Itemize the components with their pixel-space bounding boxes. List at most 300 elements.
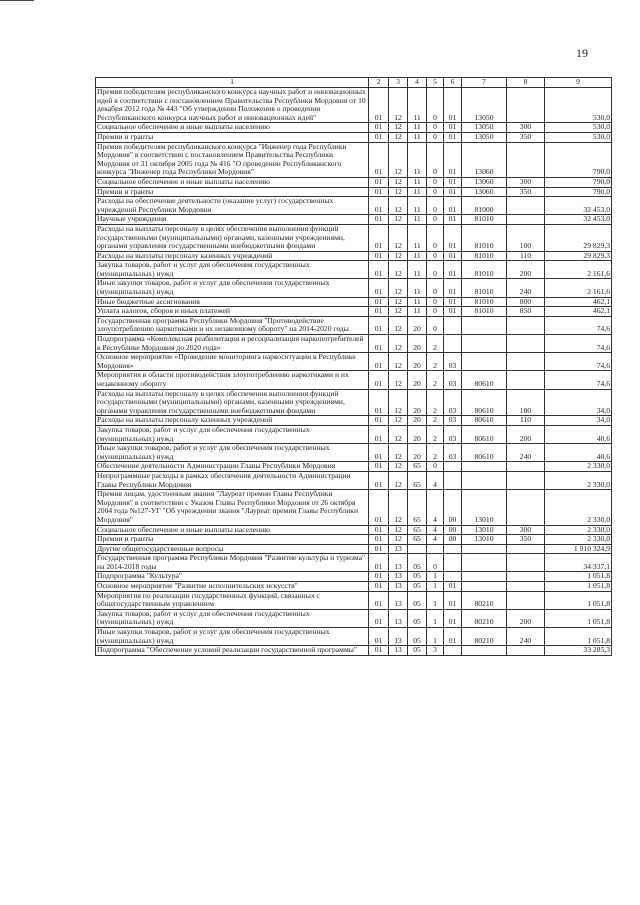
- direction-code-cell: 13010: [462, 525, 507, 535]
- table-row: [96, 88, 612, 123]
- gp-code-cell: 01: [369, 444, 389, 462]
- program-code-cell: 20: [408, 416, 427, 426]
- section-code-cell: 12: [389, 444, 408, 462]
- header-cell: 1: [96, 78, 369, 88]
- direction-code-cell: 13050: [462, 123, 507, 133]
- event-code-cell: [444, 554, 462, 572]
- program-code-cell: 65: [408, 471, 427, 489]
- header-cell: 8: [507, 78, 545, 88]
- amount-cell: 530,0: [545, 88, 612, 123]
- program-code-cell: 11: [408, 197, 427, 215]
- gp-code-cell: 01: [369, 197, 389, 215]
- section-code-cell: 12: [389, 307, 408, 317]
- section-code-cell: 13: [389, 646, 408, 656]
- program-code-cell: 05: [408, 572, 427, 582]
- subprogram-code-cell: 2: [427, 389, 444, 416]
- event-code-cell: 01: [444, 628, 462, 646]
- subprogram-code-cell: 0: [427, 142, 444, 177]
- subprogram-code-cell: 4: [427, 525, 444, 535]
- table-row: [96, 197, 612, 215]
- subprogram-code-cell: 0: [427, 251, 444, 261]
- section-code-cell: 12: [389, 123, 408, 133]
- table-row: [96, 525, 612, 535]
- expense-type-cell: [507, 582, 545, 592]
- section-code-cell: 12: [389, 197, 408, 215]
- table-row: [96, 307, 612, 317]
- section-code-cell: 12: [389, 525, 408, 535]
- subprogram-code-cell: 0: [427, 307, 444, 317]
- direction-code-cell: 13060: [462, 142, 507, 177]
- expense-name-cell: Расходы на обеспечение деятельности (оказание услуг) государственных учреждений Республики Мордовия: [96, 197, 369, 215]
- program-code-cell: [408, 544, 427, 554]
- expense-name-cell: Закупка товаров, работ и услуг для обеспечения государственных (муниципальных) нужд: [96, 425, 369, 443]
- section-code-cell: 12: [389, 353, 408, 371]
- subprogram-code-cell: 2: [427, 444, 444, 462]
- direction-code-cell: 13060: [462, 177, 507, 187]
- program-code-cell: 05: [408, 609, 427, 627]
- table-row: [96, 646, 612, 656]
- expense-name-cell: Подпрограмма "Культура": [96, 572, 369, 582]
- table-row: [96, 371, 612, 389]
- event-code-cell: [444, 572, 462, 582]
- gp-code-cell: 01: [369, 297, 389, 307]
- direction-code-cell: [462, 353, 507, 371]
- direction-code-cell: 81000: [462, 197, 507, 215]
- direction-code-cell: 80610: [462, 444, 507, 462]
- direction-code-cell: 13060: [462, 187, 507, 197]
- expense-type-cell: 240: [507, 628, 545, 646]
- amount-cell: 790,0: [545, 177, 612, 187]
- section-code-cell: 12: [389, 279, 408, 297]
- gp-code-cell: 01: [369, 88, 389, 123]
- expense-type-cell: [507, 591, 545, 609]
- event-code-cell: [444, 335, 462, 353]
- expense-name-cell: Социальное обеспечение и иные выплаты населению: [96, 525, 369, 535]
- expense-type-cell: 300: [507, 525, 545, 535]
- subprogram-code-cell: 0: [427, 279, 444, 297]
- table-row: [96, 142, 612, 177]
- amount-cell: 2 330,0: [545, 490, 612, 525]
- amount-cell: 74,6: [545, 335, 612, 353]
- subprogram-code-cell: 4: [427, 471, 444, 489]
- amount-cell: 2 330,0: [545, 471, 612, 489]
- event-code-cell: 01: [444, 197, 462, 215]
- subprogram-code-cell: 0: [427, 123, 444, 133]
- subprogram-code-cell: 2: [427, 335, 444, 353]
- table-row: [96, 609, 612, 627]
- expense-type-cell: 350: [507, 132, 545, 142]
- expense-type-cell: 200: [507, 425, 545, 443]
- direction-code-cell: 81010: [462, 215, 507, 225]
- event-code-cell: 01: [444, 297, 462, 307]
- event-code-cell: 00: [444, 535, 462, 545]
- expense-type-cell: [507, 316, 545, 334]
- section-code-cell: 12: [389, 224, 408, 251]
- header-cell: 7: [462, 78, 507, 88]
- program-code-cell: 11: [408, 261, 427, 279]
- amount-cell: 462,1: [545, 307, 612, 317]
- gp-code-cell: 01: [369, 628, 389, 646]
- program-code-cell: 20: [408, 371, 427, 389]
- gp-code-cell: 01: [369, 582, 389, 592]
- table-header-row: [96, 78, 612, 88]
- section-code-cell: 12: [389, 177, 408, 187]
- event-code-cell: 00: [444, 525, 462, 535]
- event-code-cell: [444, 462, 462, 472]
- direction-code-cell: [462, 572, 507, 582]
- expense-name-cell: Премии и гранты: [96, 132, 369, 142]
- amount-cell: 34 337,1: [545, 554, 612, 572]
- table-row: [96, 572, 612, 582]
- direction-code-cell: 81010: [462, 297, 507, 307]
- gp-code-cell: 01: [369, 646, 389, 656]
- program-code-cell: 05: [408, 554, 427, 572]
- expense-type-cell: [507, 490, 545, 525]
- subprogram-code-cell: 2: [427, 353, 444, 371]
- program-code-cell: 20: [408, 335, 427, 353]
- program-code-cell: 05: [408, 646, 427, 656]
- gp-code-cell: 01: [369, 544, 389, 554]
- event-code-cell: 01: [444, 142, 462, 177]
- expense-type-cell: [507, 462, 545, 472]
- direction-code-cell: 81010: [462, 251, 507, 261]
- header-cell: 5: [427, 78, 444, 88]
- expense-type-cell: [507, 572, 545, 582]
- expense-name-cell: Иные бюджетные ассигнования: [96, 297, 369, 307]
- subprogram-code-cell: 3: [427, 646, 444, 656]
- expense-name-cell: Социальное обеспечение и иные выплаты населению: [96, 123, 369, 133]
- event-code-cell: 01: [444, 132, 462, 142]
- program-code-cell: 05: [408, 591, 427, 609]
- section-code-cell: 13: [389, 609, 408, 627]
- subprogram-code-cell: 0: [427, 197, 444, 215]
- subprogram-code-cell: 0: [427, 316, 444, 334]
- amount-cell: 790,0: [545, 142, 612, 177]
- amount-cell: 2 161,6: [545, 261, 612, 279]
- subprogram-code-cell: 1: [427, 582, 444, 592]
- expense-name-cell: Подпрограмма "Обеспечение условий реализации государственной программы": [96, 646, 369, 656]
- section-code-cell: 12: [389, 142, 408, 177]
- gp-code-cell: 01: [369, 525, 389, 535]
- table-row: [96, 444, 612, 462]
- expense-type-cell: [507, 646, 545, 656]
- gp-code-cell: 01: [369, 591, 389, 609]
- amount-cell: 2 330,0: [545, 535, 612, 545]
- expense-name-cell: Премии и гранты: [96, 187, 369, 197]
- table-row: [96, 279, 612, 297]
- expense-type-cell: 300: [507, 123, 545, 133]
- section-code-cell: 13: [389, 591, 408, 609]
- table-row: [96, 224, 612, 251]
- expense-name-cell: Мероприятия по реализации государственных функций, связанных с общегосударственным управлением: [96, 591, 369, 609]
- direction-code-cell: 80210: [462, 609, 507, 627]
- gp-code-cell: 01: [369, 389, 389, 416]
- section-code-cell: 12: [389, 389, 408, 416]
- event-code-cell: 03: [444, 353, 462, 371]
- table-row: [96, 554, 612, 572]
- expense-type-cell: 300: [507, 177, 545, 187]
- program-code-cell: 11: [408, 279, 427, 297]
- section-code-cell: 12: [389, 316, 408, 334]
- subprogram-code-cell: 4: [427, 535, 444, 545]
- expense-type-cell: [507, 353, 545, 371]
- direction-code-cell: 13010: [462, 490, 507, 525]
- gp-code-cell: 01: [369, 142, 389, 177]
- gp-code-cell: 01: [369, 462, 389, 472]
- direction-code-cell: [462, 471, 507, 489]
- gp-code-cell: 01: [369, 425, 389, 443]
- table-row: [96, 316, 612, 334]
- expense-name-cell: Обеспечение деятельности Администрации Главы Республики Мордовия: [96, 462, 369, 472]
- gp-code-cell: 01: [369, 177, 389, 187]
- expense-type-cell: 100: [507, 389, 545, 416]
- expense-name-cell: Расходы на выплаты персоналу казенных учреждений: [96, 416, 369, 426]
- page-number: 19: [576, 46, 588, 60]
- subprogram-code-cell: 2: [427, 416, 444, 426]
- expense-name-cell: Непрограммные расходы в рамках обеспечения деятельности Администрации Главы Республики Мордовия: [96, 471, 369, 489]
- amount-cell: 790,0: [545, 187, 612, 197]
- direction-code-cell: 81010: [462, 224, 507, 251]
- section-code-cell: 12: [389, 490, 408, 525]
- direction-code-cell: [462, 462, 507, 472]
- expense-type-cell: [507, 335, 545, 353]
- direction-code-cell: 80210: [462, 591, 507, 609]
- event-code-cell: 01: [444, 123, 462, 133]
- program-code-cell: 20: [408, 389, 427, 416]
- amount-cell: 74,6: [545, 371, 612, 389]
- event-code-cell: [444, 646, 462, 656]
- program-code-cell: 11: [408, 177, 427, 187]
- event-code-cell: 01: [444, 215, 462, 225]
- event-code-cell: 01: [444, 177, 462, 187]
- expense-type-cell: [507, 544, 545, 554]
- gp-code-cell: 01: [369, 471, 389, 489]
- subprogram-code-cell: 0: [427, 261, 444, 279]
- table-row: [96, 177, 612, 187]
- event-code-cell: 01: [444, 609, 462, 627]
- section-code-cell: 12: [389, 371, 408, 389]
- expense-type-cell: 110: [507, 251, 545, 261]
- expense-name-cell: Расходы на выплаты персоналу в целях обеспечения выполнения функций государственными (муниципальными) органами, казенными учреждениями, органами управления государственными внебюджетными фондами: [96, 224, 369, 251]
- table-row: [96, 416, 612, 426]
- expense-name-cell: Иные закупки товаров, работ и услуг для обеспечения государственных (муниципальных) нужд: [96, 279, 369, 297]
- amount-cell: 74,6: [545, 353, 612, 371]
- subprogram-code-cell: 2: [427, 371, 444, 389]
- subprogram-code-cell: 0: [427, 224, 444, 251]
- direction-code-cell: 80610: [462, 425, 507, 443]
- amount-cell: 530,0: [545, 123, 612, 133]
- expense-type-cell: [507, 197, 545, 215]
- program-code-cell: 11: [408, 187, 427, 197]
- expense-type-cell: 200: [507, 261, 545, 279]
- subprogram-code-cell: 2: [427, 425, 444, 443]
- table-row: [96, 215, 612, 225]
- expense-name-cell: Государственная программа Республики Мордовия "Противодействие злоупотреблению наркотиками и их незаконному обороту" на 2014-2020 годы: [96, 316, 369, 334]
- event-code-cell: 01: [444, 279, 462, 297]
- section-code-cell: 12: [389, 88, 408, 123]
- subprogram-code-cell: 0: [427, 88, 444, 123]
- program-code-cell: 11: [408, 307, 427, 317]
- table-row: [96, 132, 612, 142]
- program-code-cell: 11: [408, 142, 427, 177]
- event-code-cell: 01: [444, 307, 462, 317]
- expense-name-cell: Подпрограмма «Комплексная реабилитация и ресоциализация наркопотребителей в Республике Мордовия до 2020 года»: [96, 335, 369, 353]
- table-row: [96, 490, 612, 525]
- expense-name-cell: Расходы на выплаты персоналу в целях обеспечения выполнения функций государственными (муниципальными) органами, казенными учреждениями, органами управления государственными внебюджетными фондами: [96, 389, 369, 416]
- direction-code-cell: 80610: [462, 371, 507, 389]
- event-code-cell: 01: [444, 187, 462, 197]
- table-row: [96, 591, 612, 609]
- event-code-cell: [444, 471, 462, 489]
- expense-name-cell: Социальное обеспечение и иные выплаты населению: [96, 177, 369, 187]
- expense-type-cell: 240: [507, 279, 545, 297]
- gp-code-cell: 01: [369, 251, 389, 261]
- section-code-cell: 12: [389, 261, 408, 279]
- event-code-cell: [444, 544, 462, 554]
- subprogram-code-cell: [427, 544, 444, 554]
- expense-type-cell: 350: [507, 187, 545, 197]
- direction-code-cell: [462, 316, 507, 334]
- section-code-cell: 13: [389, 628, 408, 646]
- direction-code-cell: 13050: [462, 132, 507, 142]
- amount-cell: 1 051,8: [545, 582, 612, 592]
- table-row: [96, 425, 612, 443]
- section-code-cell: 12: [389, 462, 408, 472]
- gp-code-cell: 01: [369, 554, 389, 572]
- subprogram-code-cell: 1: [427, 572, 444, 582]
- event-code-cell: 03: [444, 371, 462, 389]
- expense-name-cell: Премии и гранты: [96, 535, 369, 545]
- gp-code-cell: 01: [369, 187, 389, 197]
- amount-cell: 32 453,0: [545, 197, 612, 215]
- direction-code-cell: 81010: [462, 279, 507, 297]
- program-code-cell: 65: [408, 462, 427, 472]
- amount-cell: 40,6: [545, 444, 612, 462]
- event-code-cell: 01: [444, 88, 462, 123]
- gp-code-cell: 01: [369, 123, 389, 133]
- direction-code-cell: 80210: [462, 628, 507, 646]
- event-code-cell: 00: [444, 490, 462, 525]
- program-code-cell: 05: [408, 628, 427, 646]
- expense-type-cell: [507, 471, 545, 489]
- table-row: [96, 123, 612, 133]
- amount-cell: 530,0: [545, 132, 612, 142]
- amount-cell: 29 829,3: [545, 224, 612, 251]
- section-code-cell: 13: [389, 544, 408, 554]
- event-code-cell: 03: [444, 389, 462, 416]
- amount-cell: 1 051,8: [545, 609, 612, 627]
- section-code-cell: 12: [389, 416, 408, 426]
- direction-code-cell: [462, 554, 507, 572]
- event-code-cell: 01: [444, 251, 462, 261]
- gp-code-cell: 01: [369, 572, 389, 582]
- subprogram-code-cell: 0: [427, 132, 444, 142]
- table-body: [96, 88, 612, 656]
- subprogram-code-cell: 4: [427, 490, 444, 525]
- direction-code-cell: [462, 544, 507, 554]
- amount-cell: 1 910 324,9: [545, 544, 612, 554]
- direction-code-cell: 13050: [462, 88, 507, 123]
- header-cell: 9: [545, 78, 612, 88]
- event-code-cell: 01: [444, 582, 462, 592]
- header-cell: 6: [444, 78, 462, 88]
- expense-name-cell: Основное мероприятие "Развитие исполнительских искусств": [96, 582, 369, 592]
- program-code-cell: 65: [408, 535, 427, 545]
- expense-name-cell: Премия победителям республиканского конкурса "Инженер года Республики Мордовия" в соответствии с постановлением Правительства Республики Мордовия от 31 октября 2005 года № 416 "О проведении Республиканского конкурса "Инженер года Республики Мордовия": [96, 142, 369, 177]
- table-row: [96, 389, 612, 416]
- amount-cell: 1 051,8: [545, 572, 612, 582]
- program-code-cell: 65: [408, 525, 427, 535]
- table-row: [96, 544, 612, 554]
- program-code-cell: 11: [408, 224, 427, 251]
- gp-code-cell: 01: [369, 307, 389, 317]
- program-code-cell: 20: [408, 425, 427, 443]
- direction-code-cell: 81010: [462, 307, 507, 317]
- gp-code-cell: 01: [369, 316, 389, 334]
- expense-name-cell: Другие общегосударственные вопросы: [96, 544, 369, 554]
- expense-name-cell: Научные учреждения: [96, 215, 369, 225]
- program-code-cell: 11: [408, 88, 427, 123]
- amount-cell: 32 453,0: [545, 215, 612, 225]
- expense-name-cell: Премия лицам, удостоенным звания "Лауреат премии Главы Республики Мордовия" в соответствии с Указом Главы Республики Мордовия от 26 октября 2004 года №127-УГ "Об учреждении звания "Лауреат премии Главы Республики Мордовия": [96, 490, 369, 525]
- section-code-cell: 12: [389, 251, 408, 261]
- program-code-cell: 11: [408, 132, 427, 142]
- gp-code-cell: 01: [369, 279, 389, 297]
- header-cell: 4: [408, 78, 427, 88]
- expense-name-cell: Основное мероприятие «Проведение мониторинга наркоситуации в Республике Мордовия»: [96, 353, 369, 371]
- amount-cell: 2 330,0: [545, 462, 612, 472]
- section-code-cell: 12: [389, 425, 408, 443]
- program-code-cell: 11: [408, 297, 427, 307]
- gp-code-cell: 01: [369, 132, 389, 142]
- table-row: [96, 297, 612, 307]
- event-code-cell: 01: [444, 261, 462, 279]
- expense-name-cell: Закупка товаров, работ и услуг для обеспечения государственных (муниципальных) нужд: [96, 609, 369, 627]
- expense-type-cell: [507, 554, 545, 572]
- gp-code-cell: 01: [369, 215, 389, 225]
- gp-code-cell: 01: [369, 371, 389, 389]
- amount-cell: 1 051,8: [545, 628, 612, 646]
- table-row: [96, 261, 612, 279]
- table-row: [96, 471, 612, 489]
- gp-code-cell: 01: [369, 224, 389, 251]
- expense-type-cell: [507, 371, 545, 389]
- section-code-cell: 12: [389, 132, 408, 142]
- section-code-cell: 12: [389, 471, 408, 489]
- expense-type-cell: [507, 88, 545, 123]
- expense-type-cell: 850: [507, 307, 545, 317]
- subprogram-code-cell: 0: [427, 215, 444, 225]
- expense-name-cell: Иные закупки товаров, работ и услуг для обеспечения государственных (муниципальных) нужд: [96, 628, 369, 646]
- amount-cell: 74,6: [545, 316, 612, 334]
- expense-name-cell: Расходы на выплаты персоналу казенных учреждений: [96, 251, 369, 261]
- amount-cell: 462,1: [545, 297, 612, 307]
- event-code-cell: [444, 316, 462, 334]
- direction-code-cell: 80610: [462, 389, 507, 416]
- subprogram-code-cell: 1: [427, 628, 444, 646]
- expense-type-cell: 350: [507, 535, 545, 545]
- table-row: [96, 335, 612, 353]
- amount-cell: 1 051,8: [545, 591, 612, 609]
- amount-cell: 33 285,3: [545, 646, 612, 656]
- amount-cell: 29 829,3: [545, 251, 612, 261]
- amount-cell: 34,0: [545, 416, 612, 426]
- direction-code-cell: [462, 582, 507, 592]
- subprogram-code-cell: 1: [427, 609, 444, 627]
- direction-code-cell: 80610: [462, 416, 507, 426]
- direction-code-cell: [462, 335, 507, 353]
- expense-name-cell: Премия победителям республиканского конкурса научных работ и инновационных идей в соответствии с постановлением Правительства Республики Мордовия от 10 декабря 2012 года № 443 "Об утверждении Положения о проведении Республиканского конкурса научных работ и инновационных идей": [96, 88, 369, 123]
